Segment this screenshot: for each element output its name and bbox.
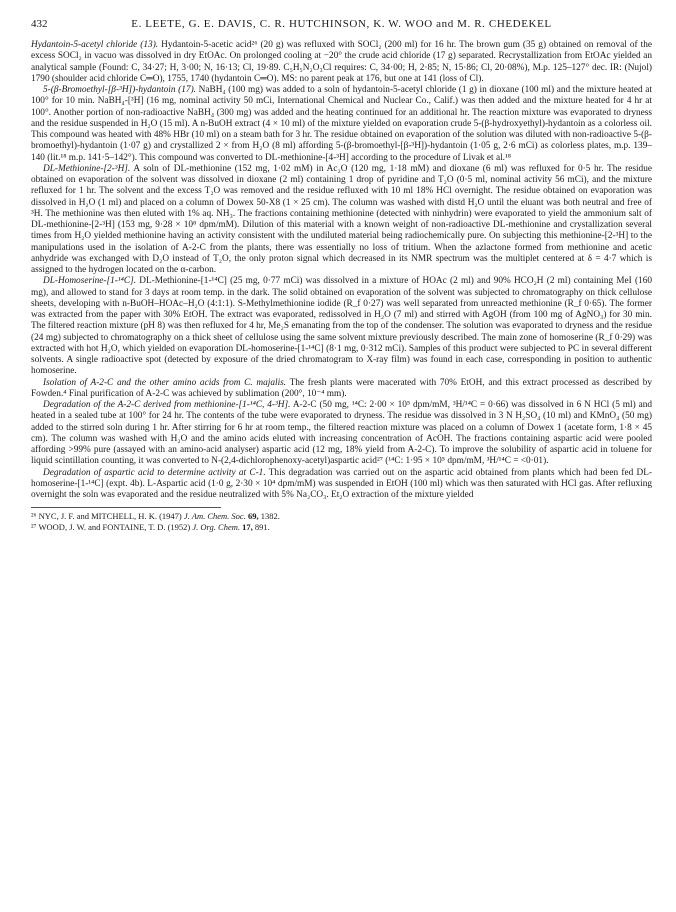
paragraph-text: NaBH₄ (100 mg) was added to a soln of hydantoin-5-acetyl chloride (1 g) in dioxane (100 ml) and the mixture heated at 100° for 10 min. NaBH₄-[³H] (16 mg, nominal activity 50 mCi, International Chemical and Nuclear Co., Calif.) was then added and the mixture heated for 4 hr at 100°. Another portion of non-radioactive NaBH₄ (300 mg) was added and the heating continued for an additional hr. The reaction mixture was evaporated to dryness and the residue suspended in H₂O (15 ml). A n-BuOH extract (4 × 10 ml) of the mixture yielded on evaporation crude 5-(β-hydroxyethyl)-hydantoin as a colorless oil. This compound was heated with 48% HBr (10 ml) on a steam bath for 3 hr. The residue obtained on evaporation of the solution was diluted with non-radioactive 5-(β-bromoethyl)-hydantoin (1·07 g) and crystallized 2 × from H₂O (8 ml) affording 5-(β-bromoethyl-[β-³H])-hydantoin (1·05 g, 2·6 mCi) as colorless plates, m.p. 139–140 (lit.¹⁸ m.p. 141·5–142°). This compound was converted to DL-methionine-[4-³H] according to the procedure of Livak et al.¹⁸	[31, 85, 652, 163]
paragraph-heading: DL-Homoserine-[1-¹⁴C].	[43, 276, 137, 287]
footnote-volume: 17,	[242, 521, 253, 532]
footnote-volume: 69,	[247, 511, 259, 522]
paragraph-degradation-aspartic	[31, 468, 652, 502]
footnote-27	[31, 522, 652, 533]
paragraph-homoserine-1-14c	[31, 276, 652, 377]
paragraph-text: DL-Methionine-[1-¹⁴C] (25 mg, 0·77 mCi) was dissolved in a mixture of HOAc (2 ml) and 90% HCO₂H (2 ml) containing MeI (160 mg), and allowed to stand for 3 days at room temp. in the dark. The solid obtained on evaporation of the solvent was subjected to chromatography on thick cellulose sheets, developing with n-BuOH–HOAc–H₂O (4:1:1). S-Methylmethionine iodide (R_f 0·27) was well separated from unreacted methionine (R_f 0·65). The former was extracted from the paper with 30% EtOH. The extract was evaporated, redissolved in H₂O (7 ml) and stirred with AgOH (from 100 mg of AgNO₃) for 30 min. The filtered reaction mixture (pH 8) was then refluxed for 4 hr, Me₂S emanating from the top of the condenser. The solution was evaporated to dryness and the residue (24 mg) subjected to chromatography on a thick sheet of cellulose using the same solvent mixture previously described. The main zone of homoserine (R_f 0·29) was extracted with hot H₂O, which yielded on evaporation DL-homoserine-[1-¹⁴C] (8·1 mg, 0·312 mCi). Samples of this product were subjected to PC in several different solvents. A single radioactive spot (detected by exposure of the dried chromatogram to X-ray film) was found in each case, corresponding in position to authentic homoserine.	[31, 276, 652, 377]
footnote-divider	[31, 507, 221, 508]
paragraph-text: A soln of DL-methionine (152 mg, 1·02 mM) in Ac₂O (120 mg, 1·18 mM) and dioxane (6 ml) was refluxed for 0·5 hr. The residue obtained on evaporation of the solvent was dissolved in dioxane (2 ml) containing 1 drop of pyridine and T₂O (0·5 ml, nominal activity 56 mCi), and the mixture refluxed for 1 hr. The solvent and the excess T₂O was removed and the residue refluxed with 10 ml 18% HCl overnight. The residue obtained on evaporation was dissolved in H₂O (1 ml) and placed on a column of Dowex 50-X8 (1 × 25 cm). The column was washed with distd H₂O until the eluant was both neutral and free of ³H. The methionine was then eluted with 1% aq. NH₃. The fractions containing methionine (detected with ninhydrin) were evaporated to yield the ammonium salt of DL-methionine-[2-³H] (153 mg, 9·28 × 10⁸ dpm/mM). Dilution of this material with a known weight of non-radioactive DL-methionine and crystallization several times from H₂O yielded methionine having an activity consistent with the undiluted material being radiochemically pure. On subjecting this methionine-[2-³H] to the manipulations used in the isolation of A-2-C from the plants, there was essentially no loss of tritium. When the azlactone formed from methionine and acetic anhydride was exchanged with D₂O instead of T₂O, the only proton signal which decreased in its NMR spectrum was the multiplet centered at δ = 4·7 which is assigned to the hydrogen located on the α-carbon.	[31, 163, 652, 275]
footnote-year: (1952)	[167, 521, 191, 532]
paragraph-degradation-a2c	[31, 400, 652, 468]
footnote-journal: J. Org. Chem.	[192, 521, 240, 532]
paragraph-text: A-2-C (50 mg, ¹⁴C: 2·00 × 10⁵ dpm/mM, ³H/¹⁴C = 0·66) was dissolved in 6 N HCl (5 ml) and heated in a sealed tube at 100° for 24 hr. The contents of the tube were evaporated to dryness. The residue was dissolved in 3 N H₂SO₄ (10 ml) and KMnO₄ (50 mg) added to the stirred soln during 1 hr. After stirring for 6 hr at room temp., the filtered reaction mixture was placed on a column of Dowex 1 (acetate form, 1·8 × 45 cm). The column was washed with H₂O and the amino acids eluted with increasing concentration of AcOH. The fractions containing aspartic acid were pooled affording >99% pure (assayed with an amino-acid analyser) aspartic acid (12 mg, 18% yield from A-2-C). To improve the solubility of aspartic acid in toluene for liquid scintillation counting, it was converted to N-(2,4-dichlorophenoxy-acetyl)aspartic acid²⁷ (¹⁴C: 1·95 × 10⁵ dpm/mM, ³H/¹⁴C = <0·01).	[31, 400, 652, 467]
paragraph-heading: Degradation of aspartic acid to determine activity at C-1.	[43, 467, 266, 478]
page-header	[31, 18, 652, 40]
footnote-26	[31, 511, 652, 522]
paragraph-text: This degradation was carried out on the aspartic acid obtained from plants which had been fed DL-homoserine-[1-¹⁴C] (expt. 4b). L-Aspartic acid (1·0 g, 2·30 × 10⁴ dpm/mM) was suspended in EtOH (100 ml) which was then saturated with HCl gas. After refluxing overnight the soln was evaporated and the residue neutralized with 5% Na₂CO₃. Et₂O extraction of the mixture yielded	[31, 467, 652, 500]
paragraph-heading: Hydantoin-5-acetyl chloride (13).	[31, 40, 159, 50]
footnote-year: (1947)	[159, 511, 182, 522]
paragraph-text: Hydantoin-5-acetic acid²⁶ (20 g) was refluxed with SOCl₂ (200 ml) for 16 hr. The brown gum (35 g) obtained on removal of the excess SOCl₂ in vacuo was dissolved in dry EtOAc. On prolonged cooling at −20° the crude acid chloride (17 g) separated. Recrystallization from EtOAc yielded an analytical sample (Found: C, 34·27; H, 3·00; N, 16·13; Cl, 19·89. C₅H₅N₂O₃Cl requires: C, 34·00; H, 2·85; N, 15·86; Cl, 20·08%), M.p. 125–127° dec. IR: (Nujol) 1790 (shoulder acid chloride C═O), 1755, 1740 (hydantoin C═O). MS: no parent peak at 176, but one at 141 (loss of Cl).	[31, 40, 652, 84]
paragraph-text: The fresh plants were macerated with 70% EtOH, and this extract processed as described by Fowden.⁴ Final purification of A-2-C was achieved by sublimation (200°, 10⁻⁴ mm).	[31, 377, 652, 399]
footnote-authors: WOOD, J. W. and FONTAINE, T. D.	[38, 521, 166, 532]
footnote-authors: NYC, J. F. and MITCHELL, H. K.	[38, 511, 157, 522]
paragraph-heading: DL-Methionine-[2-³H].	[43, 163, 131, 174]
footnotes	[31, 511, 652, 532]
paragraph-heading: Degradation of the A-2-C derived from methionine-[1-¹⁴C, 4-³H].	[43, 400, 291, 410]
paragraph-methionine-2-3h	[31, 164, 652, 277]
paragraph-heading: Isolation of A-2-C and the other amino acids from C. majalis.	[43, 377, 287, 388]
paragraph-hydantoin-acetyl-chloride	[31, 40, 652, 85]
paragraph-bromoethyl-hydantoin	[31, 85, 652, 164]
footnote-number: ²⁷	[31, 521, 37, 532]
paragraph-heading: 5-(β-Bromoethyl-[β-³H])-hydantoin (17).	[43, 85, 196, 95]
footnote-number: ²⁶	[31, 511, 37, 522]
paragraph-isolation-a2c	[31, 378, 652, 401]
article-body	[31, 40, 652, 501]
running-head: E. LEETE, G. E. DAVIS, C. R. HUTCHINSON, K. W. WOO and M. R. CHEDEKEL	[131, 18, 552, 30]
footnote-pages: 891.	[254, 521, 270, 532]
page-number: 432	[31, 18, 48, 30]
footnote-journal: J. Am. Chem. Soc.	[183, 511, 246, 522]
footnote-pages: 1382.	[260, 511, 280, 522]
